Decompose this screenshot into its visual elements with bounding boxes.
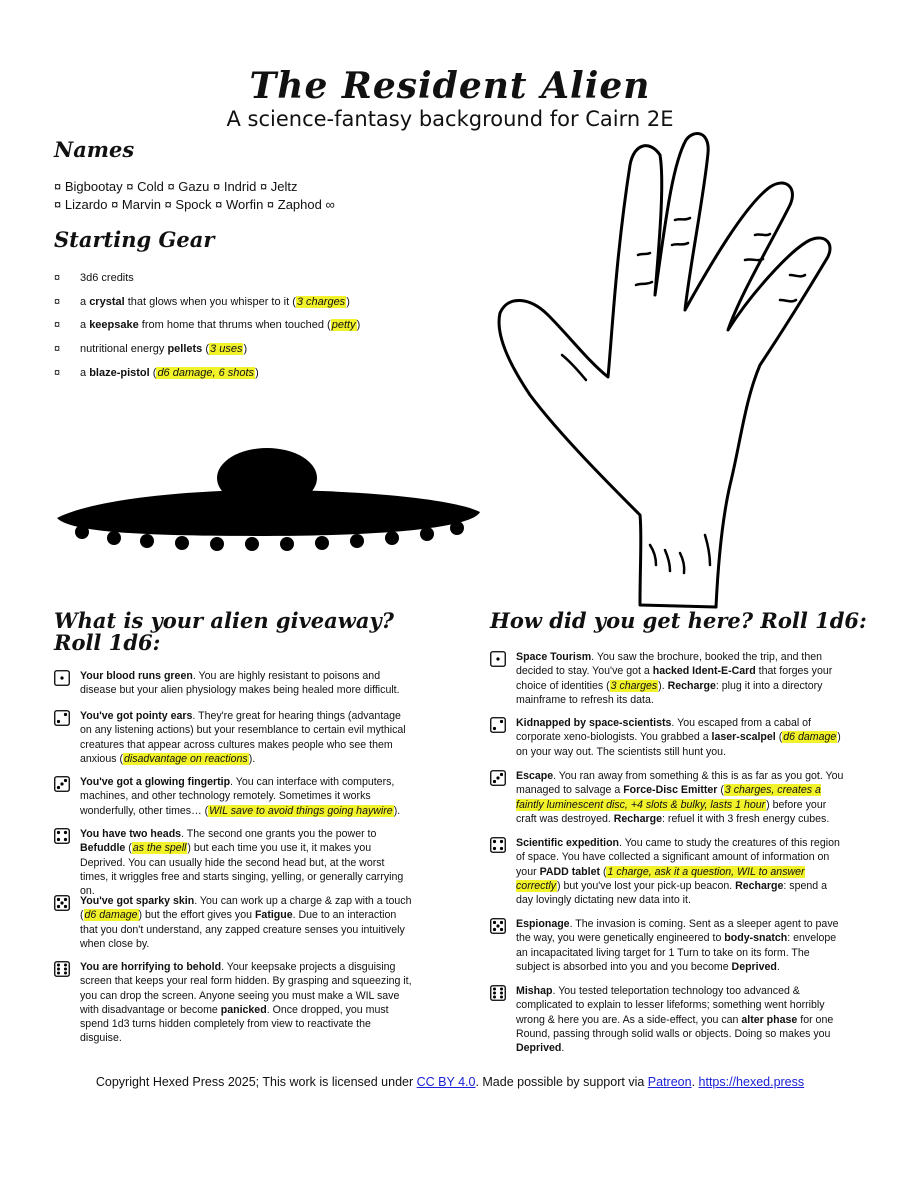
origin-text: Mishap. You tested teleportation technology too advanced & complicated to explain to lesser lifeforms; something went horribly wrong & here you are. As a side-effect, you can alter phase for one Round, passing through solid walls or objects. Doing so makes you Deprived. bbox=[516, 985, 834, 1055]
die-5-icon bbox=[54, 895, 70, 911]
giveaway-text: You have two heads. The second one grants you the power to Befuddle (as the spell) but each time you use it, it makes you Deprived. You can usually hide the second head but, at the worst times, it wriggles free and starts singing, yelling, or generally carrying on. bbox=[80, 828, 404, 898]
origin-item bbox=[490, 917, 846, 984]
names-line: ¤ Bigbootay ¤ Cold ¤ Gazu ¤ Indrid ¤ Jeltz bbox=[54, 179, 298, 194]
giveaway-text: You've got a glowing fingertip. You can interface with computers, machines, and other technology remotely. Sometimes it works wonderfully, other times… (WIL save to avoid things going haywire). bbox=[80, 776, 401, 817]
gear-text: ) bbox=[243, 343, 248, 356]
giveaway-heading-line: Roll 1d6: bbox=[54, 630, 161, 655]
die-3-icon bbox=[490, 770, 506, 786]
footer-text: . bbox=[691, 1075, 699, 1089]
website-link[interactable]: https://hexed.press bbox=[698, 1075, 805, 1089]
vulcan-salute-hand-icon bbox=[490, 125, 870, 615]
stat-highlight: disadvantage on reactions bbox=[124, 752, 248, 765]
patreon-link[interactable]: Patreon bbox=[647, 1075, 692, 1089]
bullet: ¤ bbox=[54, 319, 61, 332]
giveaway-list bbox=[54, 669, 414, 1045]
giveaway-text: Your blood runs green. You are highly resistant to poisons and disease but your alien physiology makes being healed more difficult. bbox=[80, 670, 400, 697]
origin-item bbox=[490, 836, 846, 917]
gear-text: nutritional energy bbox=[80, 343, 168, 356]
origin-text: Kidnapped by space-scientists. You escaped from a cabal of corporate xeno-biologists. You grabbed a laser-scalpel (d6 damage) on your way out. The scientists still hunt you. bbox=[516, 717, 841, 758]
die-4-icon bbox=[490, 837, 506, 853]
gear-item bbox=[54, 314, 414, 338]
origin-item bbox=[490, 650, 846, 716]
gear-stat-highlight: 3 uses bbox=[210, 343, 243, 356]
gear-text: ( bbox=[149, 367, 157, 380]
stat-highlight: as the spell bbox=[132, 842, 187, 855]
bullet: ¤ bbox=[54, 343, 61, 356]
origin-list bbox=[490, 650, 846, 1055]
die-1-icon bbox=[490, 651, 506, 667]
page-subtitle: A science-fantasy background for Cairn 2E bbox=[226, 107, 674, 131]
origin-heading: How did you get here? Roll 1d6: bbox=[490, 608, 867, 633]
names-line: ¤ Lizardo ¤ Marvin ¤ Spock ¤ Worfin ¤ Zaphod ∞ bbox=[54, 197, 335, 212]
gear-text: from home that thrums when touched ( bbox=[138, 319, 331, 332]
footer bbox=[0, 1075, 900, 1089]
gear-text: a bbox=[80, 319, 90, 332]
gear-item bbox=[54, 361, 414, 385]
die-5-icon bbox=[490, 918, 506, 934]
gear-text: ) bbox=[346, 295, 350, 308]
bullet: ¤ bbox=[54, 367, 61, 380]
bullet: ¤ bbox=[54, 295, 61, 308]
die-3-icon bbox=[54, 776, 70, 792]
stat-highlight: 3 charges, creates a faintly luminescent disc, +4 slots & bulky, lasts 1 hour bbox=[516, 784, 821, 811]
footer-text: . Made possible by support via bbox=[475, 1075, 648, 1089]
die-6-icon bbox=[490, 985, 506, 1001]
die-6-icon bbox=[54, 961, 70, 977]
die-4-icon bbox=[54, 828, 70, 844]
giveaway-item bbox=[54, 960, 414, 1045]
origin-text: Espionage. The invasion is coming. Sent as a sleeper agent to pave the way, you were genetically engineered to body-snatch: envelope an incapacitated living target for 1 Turn to take on its form. The subject is absorbed into you and you become Deprived. bbox=[516, 918, 839, 973]
origin-text: Space Tourism. You saw the brochure, booked the trip, and then decided to stay. You've got a hacked Ident-E-Card that forges your choice of identities (3 charges). Recharge: plug it into a directory mainframe to refresh its data. bbox=[516, 651, 833, 706]
starting-gear-list bbox=[54, 266, 414, 385]
origin-item bbox=[490, 716, 846, 769]
gear-item-name: pellets bbox=[167, 343, 203, 356]
gear-text: a bbox=[80, 367, 90, 380]
stat-highlight: 3 charges bbox=[610, 679, 658, 692]
die-2-icon bbox=[490, 717, 506, 733]
bullet: ¤ bbox=[54, 271, 61, 284]
gear-text: that glows when you whisper to it ( bbox=[124, 295, 296, 308]
gear-text: 3d6 credits bbox=[80, 271, 134, 284]
die-1-icon bbox=[54, 670, 70, 686]
origin-text: Escape. You ran away from something & this is as far as you got. You managed to salvage a Force-Disc Emitter (3 charges, creates a faintly luminescent disc, +4 slots & bulky, lasts 1 hour) before your craft was destroyed. Recharge: refuel it with 3 fresh energy cubes. bbox=[516, 770, 844, 825]
giveaway-text: You've got pointy ears. They're great for hearing things (advantage on any listening actions) but your resemblance to certain evil mythical creatures that appear across cultures makes people who see them anxious (disadvantage on reactions). bbox=[80, 710, 406, 765]
footer-text: Copyright Hexed Press 2025; This work is licensed under bbox=[95, 1075, 417, 1089]
gear-text: a bbox=[80, 295, 90, 308]
origin-item bbox=[490, 984, 846, 1055]
gear-item-name: crystal bbox=[89, 295, 125, 308]
gear-item bbox=[54, 337, 414, 361]
giveaway-text: You've got sparky skin. You can work up a charge & zap with a touch (d6 damage) but the effort gives you Fatigue. Due to an interaction that you don't understand, any zapped creature senses you intuitively when close by. bbox=[80, 895, 412, 950]
stat-highlight: d6 damage bbox=[84, 909, 138, 922]
starting-gear-heading: Starting Gear bbox=[54, 227, 215, 252]
giveaway-heading-line: What is your alien giveaway? bbox=[54, 608, 394, 633]
page-title: The Resident Alien bbox=[249, 65, 651, 107]
giveaway-item bbox=[54, 709, 414, 775]
gear-item bbox=[54, 290, 414, 314]
gear-stat-highlight: d6 damage, 6 shots bbox=[157, 367, 255, 380]
giveaway-item bbox=[54, 669, 414, 709]
giveaway-heading bbox=[54, 610, 394, 654]
stat-highlight: 1 charge, ask it a question, WIL to answer correctly bbox=[516, 865, 805, 892]
gear-stat-highlight: petty bbox=[331, 319, 356, 332]
giveaway-item bbox=[54, 894, 414, 960]
giveaway-item bbox=[54, 775, 414, 827]
stat-highlight: WIL save to avoid things going haywire bbox=[209, 804, 393, 817]
origin-item bbox=[490, 769, 846, 836]
gear-item-name: blaze-pistol bbox=[89, 367, 150, 380]
giveaway-text: You are horrifying to behold. Your keepsake projects a disguising screen that keeps your real form hidden. By grasping and squeezing it, you can drop the screen. Anyone seeing you must make a WIL save with disadvantage or become panicked. Once dropped, you must spend 1d3 turns hidden completely from view to reactivate the disguise. bbox=[80, 961, 412, 1045]
gear-item bbox=[54, 266, 414, 290]
gear-text: ( bbox=[202, 343, 210, 356]
gear-item-name: keepsake bbox=[89, 319, 139, 332]
die-2-icon bbox=[54, 710, 70, 726]
license-link[interactable]: CC BY 4.0 bbox=[416, 1075, 476, 1089]
stat-highlight: d6 damage bbox=[783, 731, 837, 744]
gear-stat-highlight: 3 charges bbox=[296, 295, 346, 308]
origin-text: Scientific expedition. You came to study the creatures of this region of space. You have collected a significant amount of information on your PADD tablet (1 charge, ask it a question, WIL to answer correctly) but you've lost your pick-up beacon. Recharge: spend a day lovingly dictating new data into it. bbox=[516, 837, 840, 907]
gear-text: ) bbox=[255, 367, 259, 380]
giveaway-item bbox=[54, 827, 414, 898]
names-heading: Names bbox=[54, 137, 135, 162]
names-list bbox=[54, 178, 434, 214]
ufo-silhouette-icon bbox=[52, 440, 482, 552]
gear-text: ) bbox=[356, 319, 361, 332]
